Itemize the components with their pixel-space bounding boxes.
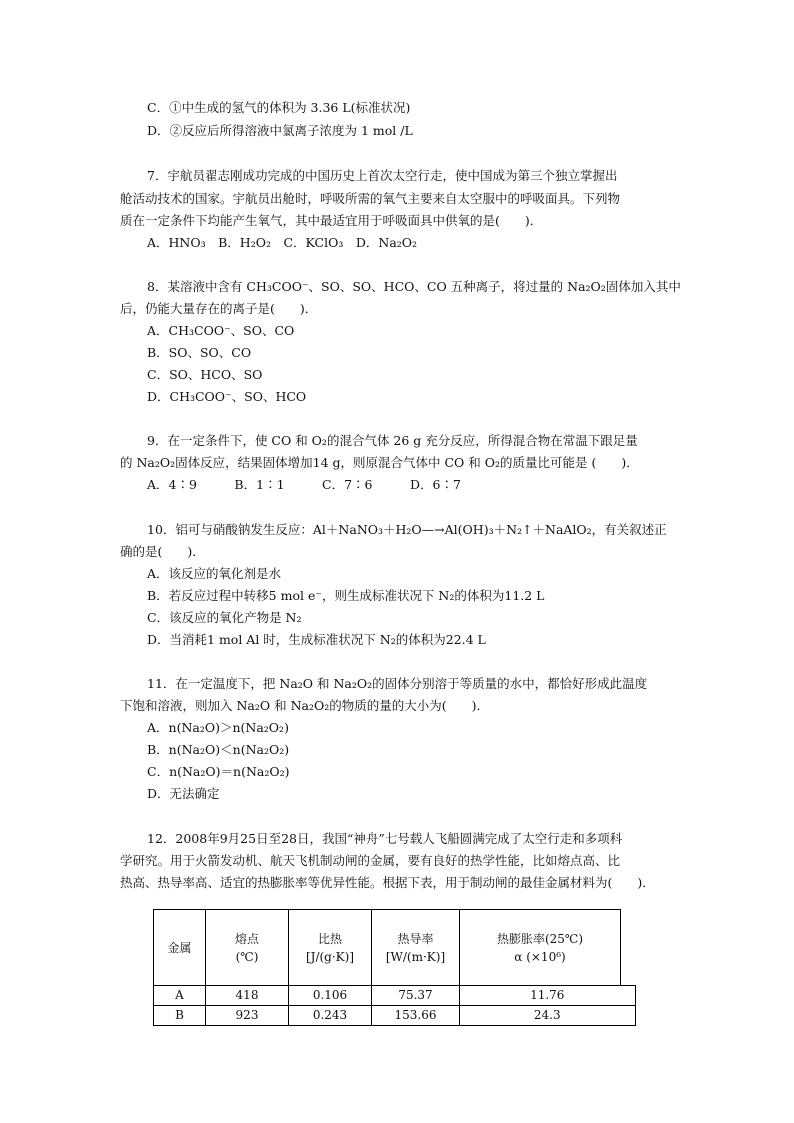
q9-stem-line1: 9．在一定条件下，使 CO 和 O₂的混合气体 26 g 充分反应，所得混合物在常温下跟足量 — [147, 433, 638, 448]
q7-stem-line3: 质在一定条件下均能产生氧气，其中最适宜用于呼吸面具中供氧的是( )． — [120, 213, 543, 228]
cell: B — [154, 1006, 206, 1026]
q10-option-a: A．该反应的氧化剂是水 — [147, 566, 282, 581]
table-row — [154, 986, 636, 1006]
q10-stem-line2: 确的是( )． — [120, 544, 205, 559]
q6-option-d: D．②反应后所得溶液中氯离子浓度为 1 mol /L — [147, 123, 413, 138]
q7-stem-line1: 7．宇航员翟志刚成功完成的中国历史上首次太空行走，使中国成为第三个独立掌握出 — [147, 168, 618, 183]
header-spacer — [621, 910, 636, 986]
q8-option-b: B．SO、SO、CO — [147, 345, 252, 360]
cell: 0.106 — [289, 986, 372, 1006]
cell: 153.66 — [372, 1006, 460, 1026]
q10-option-d: D．当消耗1 mol Al 时，生成标准状况下 N₂的体积为22.4 L — [147, 632, 486, 647]
q11-option-a: A．n(Na₂O)＞n(Na₂O₂) — [147, 720, 289, 735]
q11-option-c: C．n(Na₂O)＝n(Na₂O₂) — [147, 764, 290, 779]
q12-stem-line1: 12．2008年9月25日至28日，我国“神舟”七号载人飞船圆满完成了太空行走和多项科 — [147, 831, 623, 846]
q10-stem-line1: 10．铝可与硝酸钠发生反应：Al＋NaNO₃＋H₂O—→Al(OH)₃＋N₂↑＋NaAlO₂，有关叙述正 — [147, 522, 667, 537]
cell: 923 — [206, 1006, 289, 1026]
q8-stem-line2: 后，仍能大量存在的离子是( )． — [120, 301, 318, 316]
q12-stem-line3: 热高、热导率高、适宜的热膨胀率等优异性能。根据下表，用于制动闸的最佳金属材料为( )． — [120, 875, 655, 890]
q9-stem-line2: 的 Na₂O₂固体反应，结果固体增加14 g，则原混合气体中 CO 和 O₂的质量比可能是 ( )． — [120, 455, 639, 470]
cell: A — [154, 986, 206, 1006]
header-metal: 金属 — [154, 910, 206, 986]
q8-stem-line1: 8．某溶液中含有 CH₃COO⁻、SO、SO、HCO、CO 五种离子，将过量的 Na₂O₂固体加入其中 — [147, 279, 681, 294]
header-melting-point: 熔点 (℃) — [206, 910, 289, 986]
table-header-row — [154, 910, 636, 986]
q8-option-c: C．SO、HCO、SO — [147, 367, 263, 382]
cell: 75.37 — [372, 986, 460, 1006]
q10-option-b: B．若反应过程中转移5 mol e⁻，则生成标准状况下 N₂的体积为11.2 L — [147, 588, 545, 603]
q11-stem-line1: 11．在一定温度下，把 Na₂O 和 Na₂O₂的固体分别溶于等质量的水中，都恰好形成此温度 — [147, 676, 648, 691]
cell: 418 — [206, 986, 289, 1006]
header-thermal-expansion: 热膨胀率(25℃) α (×10⁶) — [460, 910, 621, 986]
cell: 11.76 — [460, 986, 636, 1006]
header-thermal-conductivity: 热导率 [W/(m·K)] — [372, 910, 460, 986]
q7-options: A．HNO₃ B．H₂O₂ C．KClO₃ D．Na₂O₂ — [147, 235, 418, 250]
q7-stem-line2: 舱活动技术的国家。宇航员出舱时，呼吸所需的氧气主要来自太空服中的呼吸面具。下列物 — [120, 191, 621, 206]
metal-properties-table — [153, 909, 636, 1026]
q8-option-a: A．CH₃COO⁻、SO、CO — [147, 323, 295, 338]
q11-option-b: B．n(Na₂O)＜n(Na₂O₂) — [147, 742, 290, 757]
cell: 0.243 — [289, 1006, 372, 1026]
header-specific-heat: 比热 [J/(g·K)] — [289, 910, 372, 986]
table-row — [154, 1006, 636, 1026]
q6-option-c: C．①中生成的氢气的体积为 3.36 L(标准状况) — [147, 100, 411, 115]
q12-stem-line2: 学研究。用于火箭发动机、航天飞机制动闸的金属，要有良好的热学性能，比如熔点高、比 — [120, 853, 621, 868]
q10-option-c: C．该反应的氧化产物是 N₂ — [147, 610, 302, 625]
cell: 24.3 — [460, 1006, 636, 1026]
q9-options: A．4∶9 B．1∶1 C．7∶6 D．6∶7 — [147, 477, 461, 492]
q8-option-d: D．CH₃COO⁻、SO、HCO — [147, 389, 307, 404]
q11-stem-line2: 下饱和溶液，则加入 Na₂O 和 Na₂O₂的物质的量的大小为( )． — [120, 698, 489, 713]
q11-option-d: D．无法确定 — [147, 786, 220, 801]
